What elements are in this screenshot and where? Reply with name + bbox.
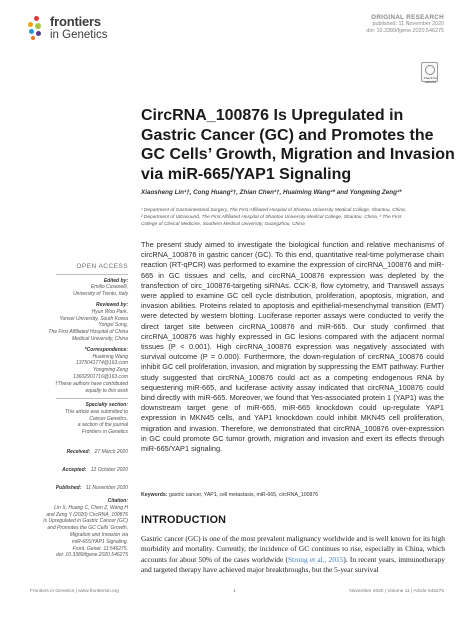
journal-name: in Genetics <box>50 29 108 41</box>
specialty-line: Cancer Genetics, <box>89 415 128 422</box>
sidebar-divider <box>56 274 128 275</box>
open-access-label: OPEN ACCESS <box>76 263 128 270</box>
reviewer-line: Hyun Woo Park, <box>91 308 128 315</box>
edited-by-heading: Edited by: <box>103 277 128 284</box>
article-doi[interactable]: doi: 10.3389/fgene.2020.546275 <box>366 28 444 34</box>
abstract: The present study aimed to investigate the biological function and relative mechanisms of circRNA_100876 in gastric cancer (GC). To this end, quantitative real-time polymerase chain reaction (RT-qPCR) was performed to examine the expression of circRNA_100876 and miR-665 in GC tissues and cells, and circRNA_100876 expression was depleted by the transfection of circ_100876-targeting siRNAs. CCK-8, flow cytometry, and Transwell assays were applied to examine GC cell cycle distribution, proliferation, apoptosis, migration, and invasion abilities. Proteins related to apoptosis and epithelial-mesenchymal transition (EMT) were detected by western blotting. Luciferase reporter assays were conducted to verify the direct target site between circRNA_100876 and miR-665. Our study confirmed that circRNA_100876 was highly expressed in GC lesions compared with the adjacent normal tissues (P < 0.001). High circRNA_100876 expression was negatively associated with survival outcome (P = 0.000). Furthermore, the down-regulation of circRNA_100876 could inhibit GC cell proliferation, invasion, and migration by suppressing the EMT pathway. Further study suggested that circRNA_100876 could act as a competing endogenous RNA by sequestering miR-665, and luciferase activity assay indicated that circRNA_100876 could bind directly with miR-665. Moreover, we found that Yes-associated protein 1 (YAP1) was the downstream target gene of miR-665, miR-665 knockdown could up-regulate YAP1 expression in MKN45 cells, and YAP1 knockdown could inhibit MKN45 cell proliferation, migration and invasion. Therefore, we demonstrated that circRNA_100876 over-expression in GC could promote GC tumor growth, migration and invasion and exert its effects through miR-665/YAP1 signaling. <box>141 240 445 454</box>
brand-name: frontiers <box>50 14 101 29</box>
correspondence-email[interactable]: 1375041774@163.com <box>75 360 128 367</box>
article-meta <box>366 14 444 35</box>
citation-line: Front. Genet. 11:546275. <box>72 545 128 552</box>
citation-heading: Citation: <box>107 497 128 504</box>
article-title: CircRNA_100876 Is Upregulated in Gastric Cancer (GC) and Promotes the GC Cells’ Growth, Migration and Invasion via miR-665/YAP1 Signaling <box>141 107 455 183</box>
page-header <box>0 0 474 60</box>
accepted-label: Accepted: <box>62 466 87 473</box>
specialty-line: This article was submitted to <box>64 408 128 415</box>
editor-line: University of Trento, Italy <box>73 291 128 298</box>
accepted-value: 12 October 2020 <box>90 466 128 473</box>
sidebar-divider <box>56 398 128 399</box>
check-for-updates-icon <box>425 65 435 75</box>
reviewer-line: The First Affiliated Hospital of China <box>48 329 128 336</box>
equal-contribution-note: †These authors have contributed <box>54 380 128 387</box>
footer-issue: November 2020 | Volume 11 | Article 546275 <box>349 589 444 594</box>
page-footer <box>0 589 474 601</box>
correspondence-name: Huaiming Wang <box>92 353 128 360</box>
author-list: Xiaosheng Lin¹†, Cong Huang²†, Zhian Chen³†, Huaiming Wang¹* and Yongming Zeng¹* <box>141 189 402 196</box>
accepted-date <box>16 458 128 476</box>
specialty-heading: Specialty section: <box>85 401 128 408</box>
introduction-paragraph <box>141 534 445 575</box>
intro-text: ). In recent years, immunotherapy and targeted therapy have achieved major breakthroughs, but the 5-year survival <box>141 554 445 574</box>
frontiers-logo[interactable] <box>28 14 148 48</box>
reviewer-line: Yonsei University, South Korea <box>59 315 128 322</box>
reviewer-line: Medical University, China <box>71 335 128 342</box>
citation-line: and Promotes the GC Cells’ Growth, <box>47 525 128 532</box>
equal-contribution-note: equally to this work <box>85 387 128 394</box>
published-value: 11 November 2020 <box>85 484 128 491</box>
correspondence-name: Yongming Zeng <box>92 367 128 374</box>
keywords-label: Keywords: <box>141 492 168 498</box>
section-heading-introduction: INTRODUCTION <box>141 514 227 526</box>
citation-link[interactable]: Strong et al., 2015 <box>287 554 344 564</box>
frontiers-logo-mark-icon <box>28 16 46 42</box>
received-date <box>16 440 128 458</box>
article-type: ORIGINAL RESEARCH <box>371 14 444 21</box>
affiliations <box>141 207 461 228</box>
specialty-line: Frontiers in Genetics <box>81 429 128 436</box>
citation-line: Lin X, Huang C, Chen Z, Wang H <box>54 504 128 511</box>
keywords <box>141 492 451 498</box>
citation-line: miR-665/YAP1 Signaling. <box>71 538 128 545</box>
specialty-line: a section of the journal <box>77 422 128 429</box>
editor-line: Emilio Cusanelli, <box>91 284 128 291</box>
reviewed-by-heading: Reviewed by: <box>96 301 128 308</box>
page-number: 1 <box>233 589 236 594</box>
published-date-sidebar <box>16 476 128 494</box>
affiliation-line: ² Department of Ultrasound, The First Affiliated Hospital of Shantou University Medical College, Shantou, China, ³ The First <box>141 215 402 220</box>
intro-text: Gastric cancer (GC) is one of the most prevalent malignancy worldwide and is well known for its high morbidity and mortality. Currently, the incidence of GC continues to rise, especially in China, which accounts for about 50% of the cases worldwide ( <box>141 534 445 564</box>
received-value: 27 March 2020 <box>94 448 128 455</box>
citation-doi[interactable]: doi: 10.3389/fgene.2020.546275 <box>55 552 128 559</box>
citation-line: and Zeng Y (2020) CircRNA_100876 <box>46 511 128 518</box>
citation-line: Migration and Invasion via <box>69 531 128 538</box>
affiliation-line: ¹ Department of Gastrointestinal Surgery, The First Affiliated Hospital of Shantou University Medical College, Shantou, China, <box>141 208 407 213</box>
citation-line: Is Upregulated in Gastric Cancer (GC) <box>43 518 128 525</box>
affiliation-line: College of Clinical Medicine, Southern Medical University, Guangzhou, China <box>141 222 305 227</box>
check-for-updates-label: Check for updates <box>423 76 438 84</box>
correspondence-heading: *Correspondence: <box>84 346 128 353</box>
published-label: Published: <box>55 484 82 491</box>
check-for-updates-button[interactable] <box>421 62 438 82</box>
correspondence-email[interactable]: 13602901716@163.com <box>73 373 128 380</box>
reviewer-line: Yongxi Song, <box>98 322 128 329</box>
article-sidebar <box>16 263 128 559</box>
published-date: published: 11 November 2020 <box>372 21 444 27</box>
keywords-list: gastric cancer, YAP1, cell metastasis, miR-665, circRNA_100876 <box>168 492 319 498</box>
footer-journal[interactable]: Frontiers in Genetics | www.frontiersin.org <box>30 589 119 594</box>
received-label: Received: <box>66 448 91 455</box>
